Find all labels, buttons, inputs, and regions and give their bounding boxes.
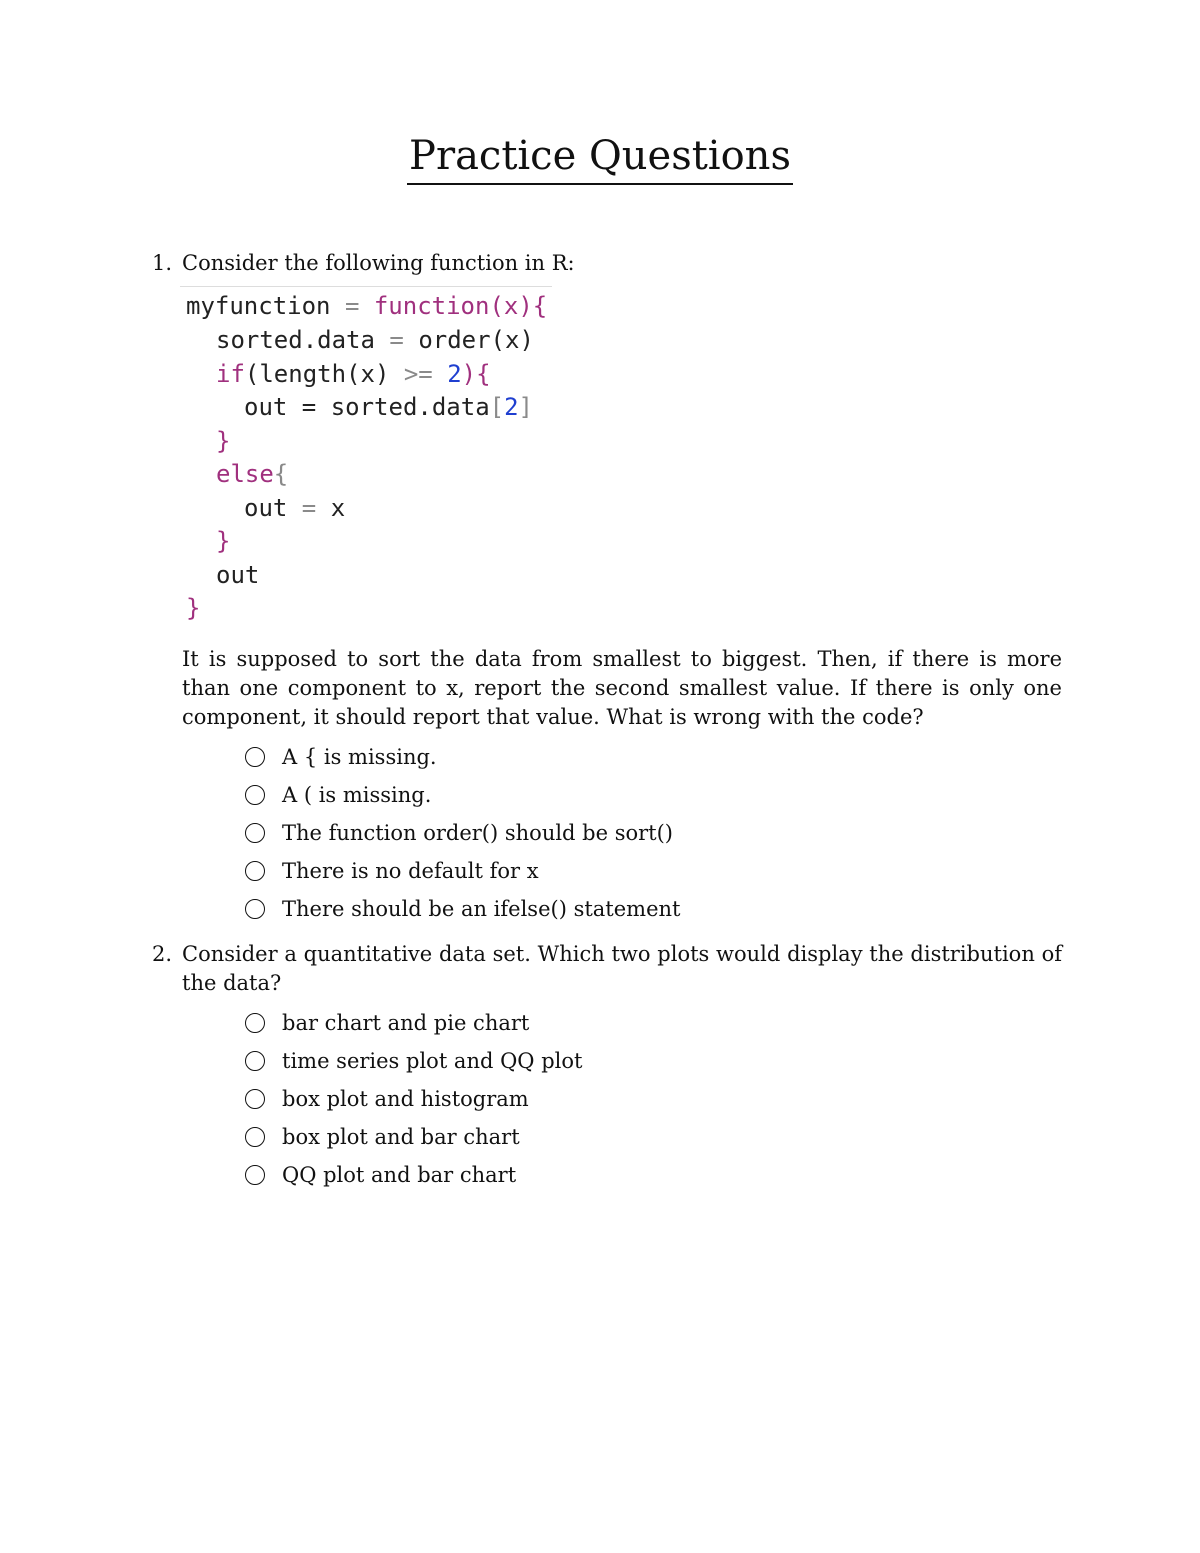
code-line-9: out [216,561,260,589]
option-label: A ( is missing. [282,783,432,807]
code-block [180,286,552,627]
radio-button[interactable] [245,785,265,805]
radio-button[interactable] [245,1089,265,1109]
code-line-1: myfunction = function(x){ [186,292,548,320]
radio-button[interactable] [245,1013,265,1033]
option-label: The function order() should be sort() [282,821,674,845]
option-label: box plot and bar chart [282,1125,520,1149]
question-1-prompt: Consider the following function in R: [182,251,575,275]
question-2-prompt: Consider a quantitative data set. Which two plots would display the distribution of the data? [182,942,1062,995]
code-line-7: out = x [244,494,346,522]
code-line-6: else{ [216,460,289,488]
question-1-description: It is supposed to sort the data from smallest to biggest. Then, if there is more than one component to x, report the second smallest value. If there is only one component, it should report that value. What is wrong with the code? [182,647,1062,729]
radio-button[interactable] [245,1165,265,1185]
radio-button[interactable] [245,823,265,843]
option-label: QQ plot and bar chart [282,1163,517,1187]
option-label: There is no default for x [282,859,539,883]
option-label: time series plot and QQ plot [282,1049,583,1073]
code-line-5: } [216,427,231,455]
radio-button[interactable] [245,899,265,919]
code-line-8: } [216,527,231,555]
page-title [0,132,1200,185]
option-label: A { is missing. [282,745,437,769]
option-label: box plot and histogram [282,1087,529,1111]
radio-button[interactable] [245,1127,265,1147]
code-line-2: sorted.data = order(x) [216,326,534,354]
question-2-number: 2. [152,942,173,966]
radio-button[interactable] [245,1051,265,1071]
radio-button[interactable] [245,861,265,881]
code-line-4: out = sorted.data[2] [244,393,533,421]
page-title-text: Practice Questions [407,132,793,185]
option-label: There should be an ifelse() statement [282,897,681,921]
code-line-10: } [186,594,201,622]
code-line-3: if(length(x) >= 2){ [216,360,491,388]
question-1-number: 1. [152,251,173,275]
option-label: bar chart and pie chart [282,1011,530,1035]
radio-button[interactable] [245,747,265,767]
